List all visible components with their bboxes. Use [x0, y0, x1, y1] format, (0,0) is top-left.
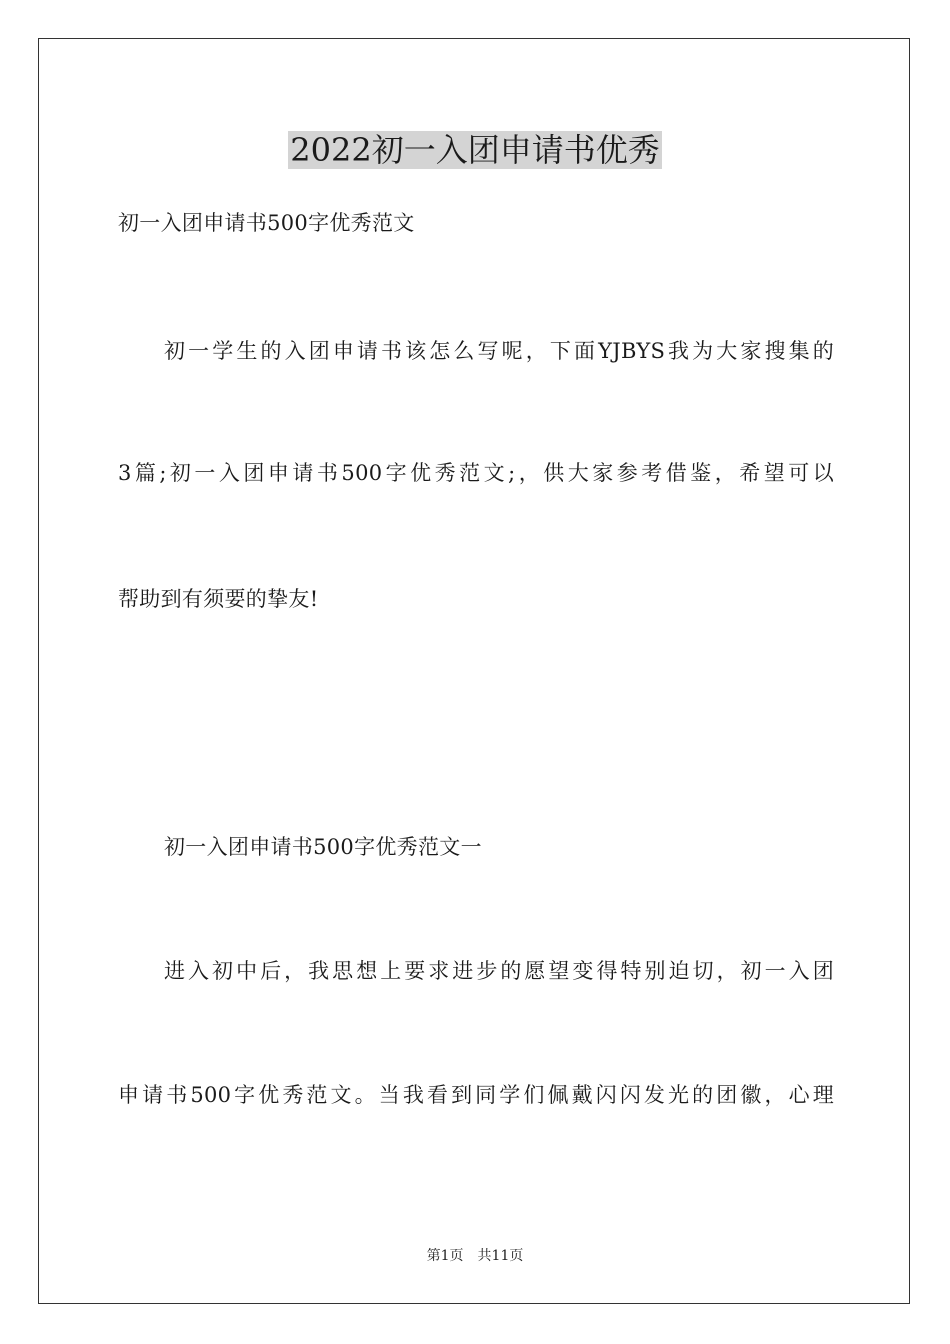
document-title	[0, 130, 950, 170]
paragraph-line: 帮助到有须要的挚友!	[118, 587, 319, 611]
paragraph-line: 初一学生的入团申请书该怎么写呢，下面YJBYS我为大家搜集的	[164, 339, 834, 363]
document-subtitle: 初一入团申请书500字优秀范文	[118, 211, 415, 235]
paragraph-line: 进入初中后，我思想上要求进步的愿望变得特别迫切，初一入团	[164, 959, 834, 983]
section-heading: 初一入团申请书500字优秀范文一	[164, 835, 482, 859]
paragraph-line: 3篇;初一入团申请书500字优秀范文;，供大家参考借鉴，希望可以	[118, 461, 834, 485]
paragraph-line: 申请书500字优秀范文。当我看到同学们佩戴闪闪发光的团徽，心理	[118, 1083, 834, 1107]
page-footer: 第1页 共11页	[426, 1248, 524, 1264]
document-title-text: 2022初一入团申请书优秀	[290, 131, 660, 169]
